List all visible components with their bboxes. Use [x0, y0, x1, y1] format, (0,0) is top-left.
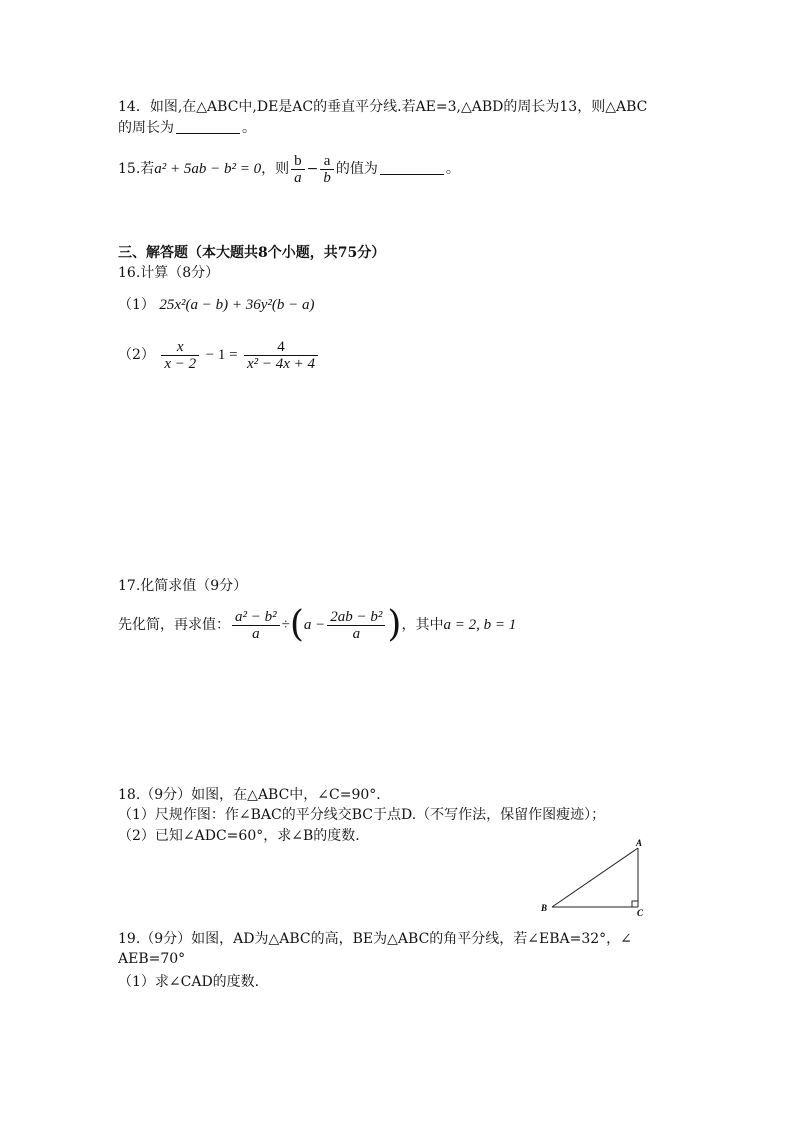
frac-numerator: a [323, 152, 331, 169]
q18-part2: （2）已知∠ADC=60°，求∠B的度数. [118, 828, 360, 844]
q15-fraction-a-over-b [320, 153, 334, 186]
frac-denominator: a [252, 625, 260, 642]
q18-part1: （1）尺规作图：作∠BAC的平分线交BC于点D.（不写作法，保留作图瘦迹）； [118, 807, 606, 823]
q16-part2 [118, 337, 320, 373]
section-title: 三、解答题（本大题共8个小题，共75分） [118, 245, 386, 261]
q15-prefix: 15.若 [118, 161, 155, 177]
q17-prefix: 先化简，再求值： [118, 617, 230, 633]
q17-title: 17.化简求值（9分） [118, 578, 248, 594]
q14-line1: 14．如图,在△ABC中,DE是AC的垂直平分线.若AE=3,△ABD的周长为13，则△ABC [118, 99, 648, 115]
q16-title: 16.计算（8分） [118, 265, 220, 281]
q15-mid: ，则 [261, 161, 290, 177]
frac-numerator: 4 [277, 338, 285, 355]
q17-fraction-2 [327, 609, 385, 642]
answer-blank [176, 119, 240, 134]
q15-end: 。 [445, 161, 460, 177]
q14-line2-end: 。 [242, 120, 256, 136]
vertex-c-label: C [637, 908, 644, 918]
q16-fraction-left [161, 339, 199, 372]
right-angle-mark [632, 901, 638, 907]
frac-denominator: a [352, 625, 361, 642]
q16-part1-expression: 25x²(a − b) + 36y²(b − a) [159, 297, 315, 313]
frac-numerator: a² − b² [235, 608, 277, 625]
q16-part1-label: （1） [118, 297, 155, 313]
q17-expression-line [118, 604, 516, 646]
q17-divide: ÷ [281, 617, 290, 633]
q15-post: 的值为 [335, 161, 378, 177]
q17-post: ，其中 [401, 617, 444, 633]
frac-denominator: x² − 4x + 4 [246, 355, 316, 372]
q15-equation: a² + 5ab − b² = 0 [154, 161, 262, 177]
q17-fraction-1 [232, 609, 280, 642]
q14-line2 [118, 118, 256, 138]
q19-line1: 19.（9分）如图，AD为△ABC的高，BE为△ABC的角平分线，若∠EBA=32°，∠ [118, 931, 632, 947]
right-paren: ) [387, 604, 402, 645]
frac-denominator: a [294, 169, 302, 186]
frac-denominator: x − 2 [164, 355, 197, 372]
q16-part2-label: （2） [118, 347, 155, 363]
q17-condition: a = 2, b = 1 [443, 617, 517, 633]
answer-blank [380, 160, 444, 175]
vertex-b-label: B [541, 903, 548, 913]
q15-fraction-b-over-a [291, 153, 305, 186]
left-paren: ( [289, 604, 304, 645]
q15-minus: − [306, 161, 319, 177]
q16-part1 [118, 295, 315, 315]
frac-numerator: 2ab − b² [330, 608, 383, 625]
q15-line [118, 152, 460, 186]
frac-numerator: x [176, 338, 184, 355]
frac-numerator: b [294, 152, 302, 169]
q17-inner-a: a − [303, 617, 326, 633]
q19-line2: AEB=70° [118, 951, 186, 967]
q18-triangle-figure [536, 836, 656, 920]
q16-part2-mid: − 1 = [205, 347, 238, 363]
side-ab [552, 848, 638, 907]
q14-line2-text: 的周长为 [118, 120, 174, 136]
q19-part1: （1）求∠CAD的度数. [118, 974, 260, 990]
q18-title: 18.（9分）如图，在△ABC中，∠C=90°． [118, 787, 391, 803]
frac-denominator: b [323, 169, 331, 186]
q16-fraction-right [244, 339, 318, 372]
vertex-a-label: A [636, 838, 643, 848]
